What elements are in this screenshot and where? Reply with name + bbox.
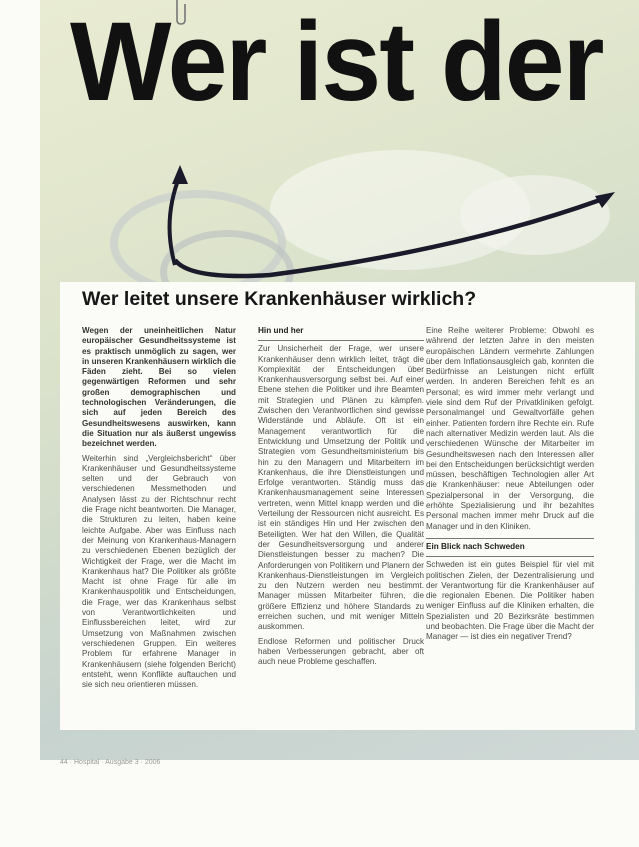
section-heading: Ein Blick nach Schweden bbox=[426, 541, 525, 551]
body-paragraph: Zur Unsicherheit der Frage, wer unsere Krankenhäuser denn wirklich leitet, trägt die Komplexität der Entscheidungen über Krankenhausversorgung selbst bei. Auf einer Ebene stehen die Politiker und ihre Beamten mit Strategien und Plänen zu kämpfen. Zwischen den Verantwortlichen sind gewisse Widerstände und Abläufe. Oft ist ein Management verantwortlich für die Entwicklung und Umsetzung der Politik und Strategien vom Gesundheitsministerium bis hin zu den Managern und Mitarbeitern im Krankenhaus, die ihre Dienstleistungen und Erfolge verantworten. Ständig muss das Krankenhausmanagement seine Interessen vertreten, wenn Mittel knapp werden und die Verteilung der Ressourcen nicht ausreicht. Es ist ein ständiges Hin und Her zwischen den Beteiligten. Wer hat den Willen, die Qualität der Gesundheitsversorgung und anderer Dienstleistungen besser zu machen? Die Anforderungen von Politikern und Planern der Krankenhaus-Dienstleistungen im Vergleich zu den Nutzern werden neu bestimmt. Manager müssen Mitarbeiter führen, die größere Effizienz und höhere Standards zu erreichen suchen, und mit weniger Mitteln auskommen. bbox=[258, 344, 424, 632]
curved-arrow-icon bbox=[40, 140, 639, 300]
article-column-3 bbox=[426, 326, 594, 647]
body-paragraph: Endlose Reformen und politischer Druck haben Verbesserungen gebracht, aber oft auch neue Probleme geschaffen. bbox=[258, 636, 424, 667]
headline: Wer ist der bbox=[70, 0, 603, 124]
divider bbox=[258, 340, 424, 341]
lead-paragraph: Wegen der uneinheitlichen Natur europäischer Gesundheitssysteme ist es praktisch unmöglich zu sagen, wer in unseren Krankenhäusern wirklich die Fäden zieht. Bei so vielen gegenwärtigen Reformen und sehr großen demographischen und technologischen Veränderungen, die sich auf jeden Bereich des Gesundheitswesens auswirken, kann die Situation nur als äußerst ungewiss bezeichnet werden. bbox=[82, 326, 236, 449]
body-paragraph: Eine Reihe weiterer Probleme: Obwohl es während der letzten Jahre in den meisten europäischen Ländern vermehrte Zahlungen über dem Inflationsausgleich gab, konnten die Bedürfnisse an Leistungen nicht erfüllt werden. In anderen Bereichen fehlt es an Personal; es wird immer mehr verlangt und viele sind dem Ruf der Privatkliniken gefolgt. Personalmangel und Gewaltvorfälle gehen einher. Patienten fordern ihre Rechte ein. Rufe nach alternativer Medizin werden laut. Als die verschiedenen Wünsche der Mitarbeiter im Gesundheitswesen nach den Interessen aller bei den Entscheidungen berücksichtigt werden müssen, beschäftigen Technologien aller Art die Krankenhäuser: neue Abteilungen oder Spezialpersonal in der Versorgung, die erhöhte Spezialisierung und ihr bezahltes Personal machen immer mehr Druck auf die Manager und in den Kliniken. bbox=[426, 326, 594, 531]
article-column-2 bbox=[258, 326, 424, 672]
divider bbox=[426, 556, 594, 557]
section-heading: Hin und her bbox=[258, 326, 304, 335]
body-paragraph: Weiterhin sind „Vergleichsbericht“ über Krankenhäuser und Gesundheitssysteme selten und der Gebrauch von verschiedenen Messmethoden und Analysen lässt zu der Richtschnur recht die Frage nicht beantworten. Die Manager, die Strukturen zu leiten, haben keine leichte Aufgabe. Aber was Einfluss nach der Meinung von Krankenhaus-Managern zu verschiedenen Ebenen bezüglich der Wichtigkeit der Frage, wer die Macht im Krankenhaus hat? Die Politiker als größte Macht ist ohne Frage für alle im Krankenhauspolitik und Entscheidungen, die Frage, wer das Krankenhaus selbst von Verantwortlichkeiten und Einflussbereichen leitet, wird zur Umsetzung von Maßnahmen zwischen verschiedenen Gruppen. Ein weiteres Problem für erfahrene Manager in Krankenhäusern (siehe folgenden Bericht) entsteht, wenn Konflikte auftauchen und sie sich neu orientieren müssen. bbox=[82, 453, 236, 690]
article-title: Wer leitet unsere Krankenhäuser wirklich? bbox=[82, 288, 477, 310]
article bbox=[60, 282, 635, 730]
page-footer: 44 · Hospital · Ausgabe 3 · 2006 bbox=[60, 759, 161, 766]
divider bbox=[426, 538, 594, 539]
body-paragraph: Schweden ist ein gutes Beispiel für viel mit politischen Zielen, der Dezentralisierung und der Verantwortung für die Krankenhäuser auf die regionalen Ebenen. Die Politiker haben weniger Einfluss auf die Kliniken erhalten, die Spezialisten und 20 Bezirksräte bestimmen und beobachten. Die Frage über die Macht der Manager — ist dies ein negativer Trend? bbox=[426, 560, 594, 642]
article-column-1 bbox=[82, 326, 236, 694]
